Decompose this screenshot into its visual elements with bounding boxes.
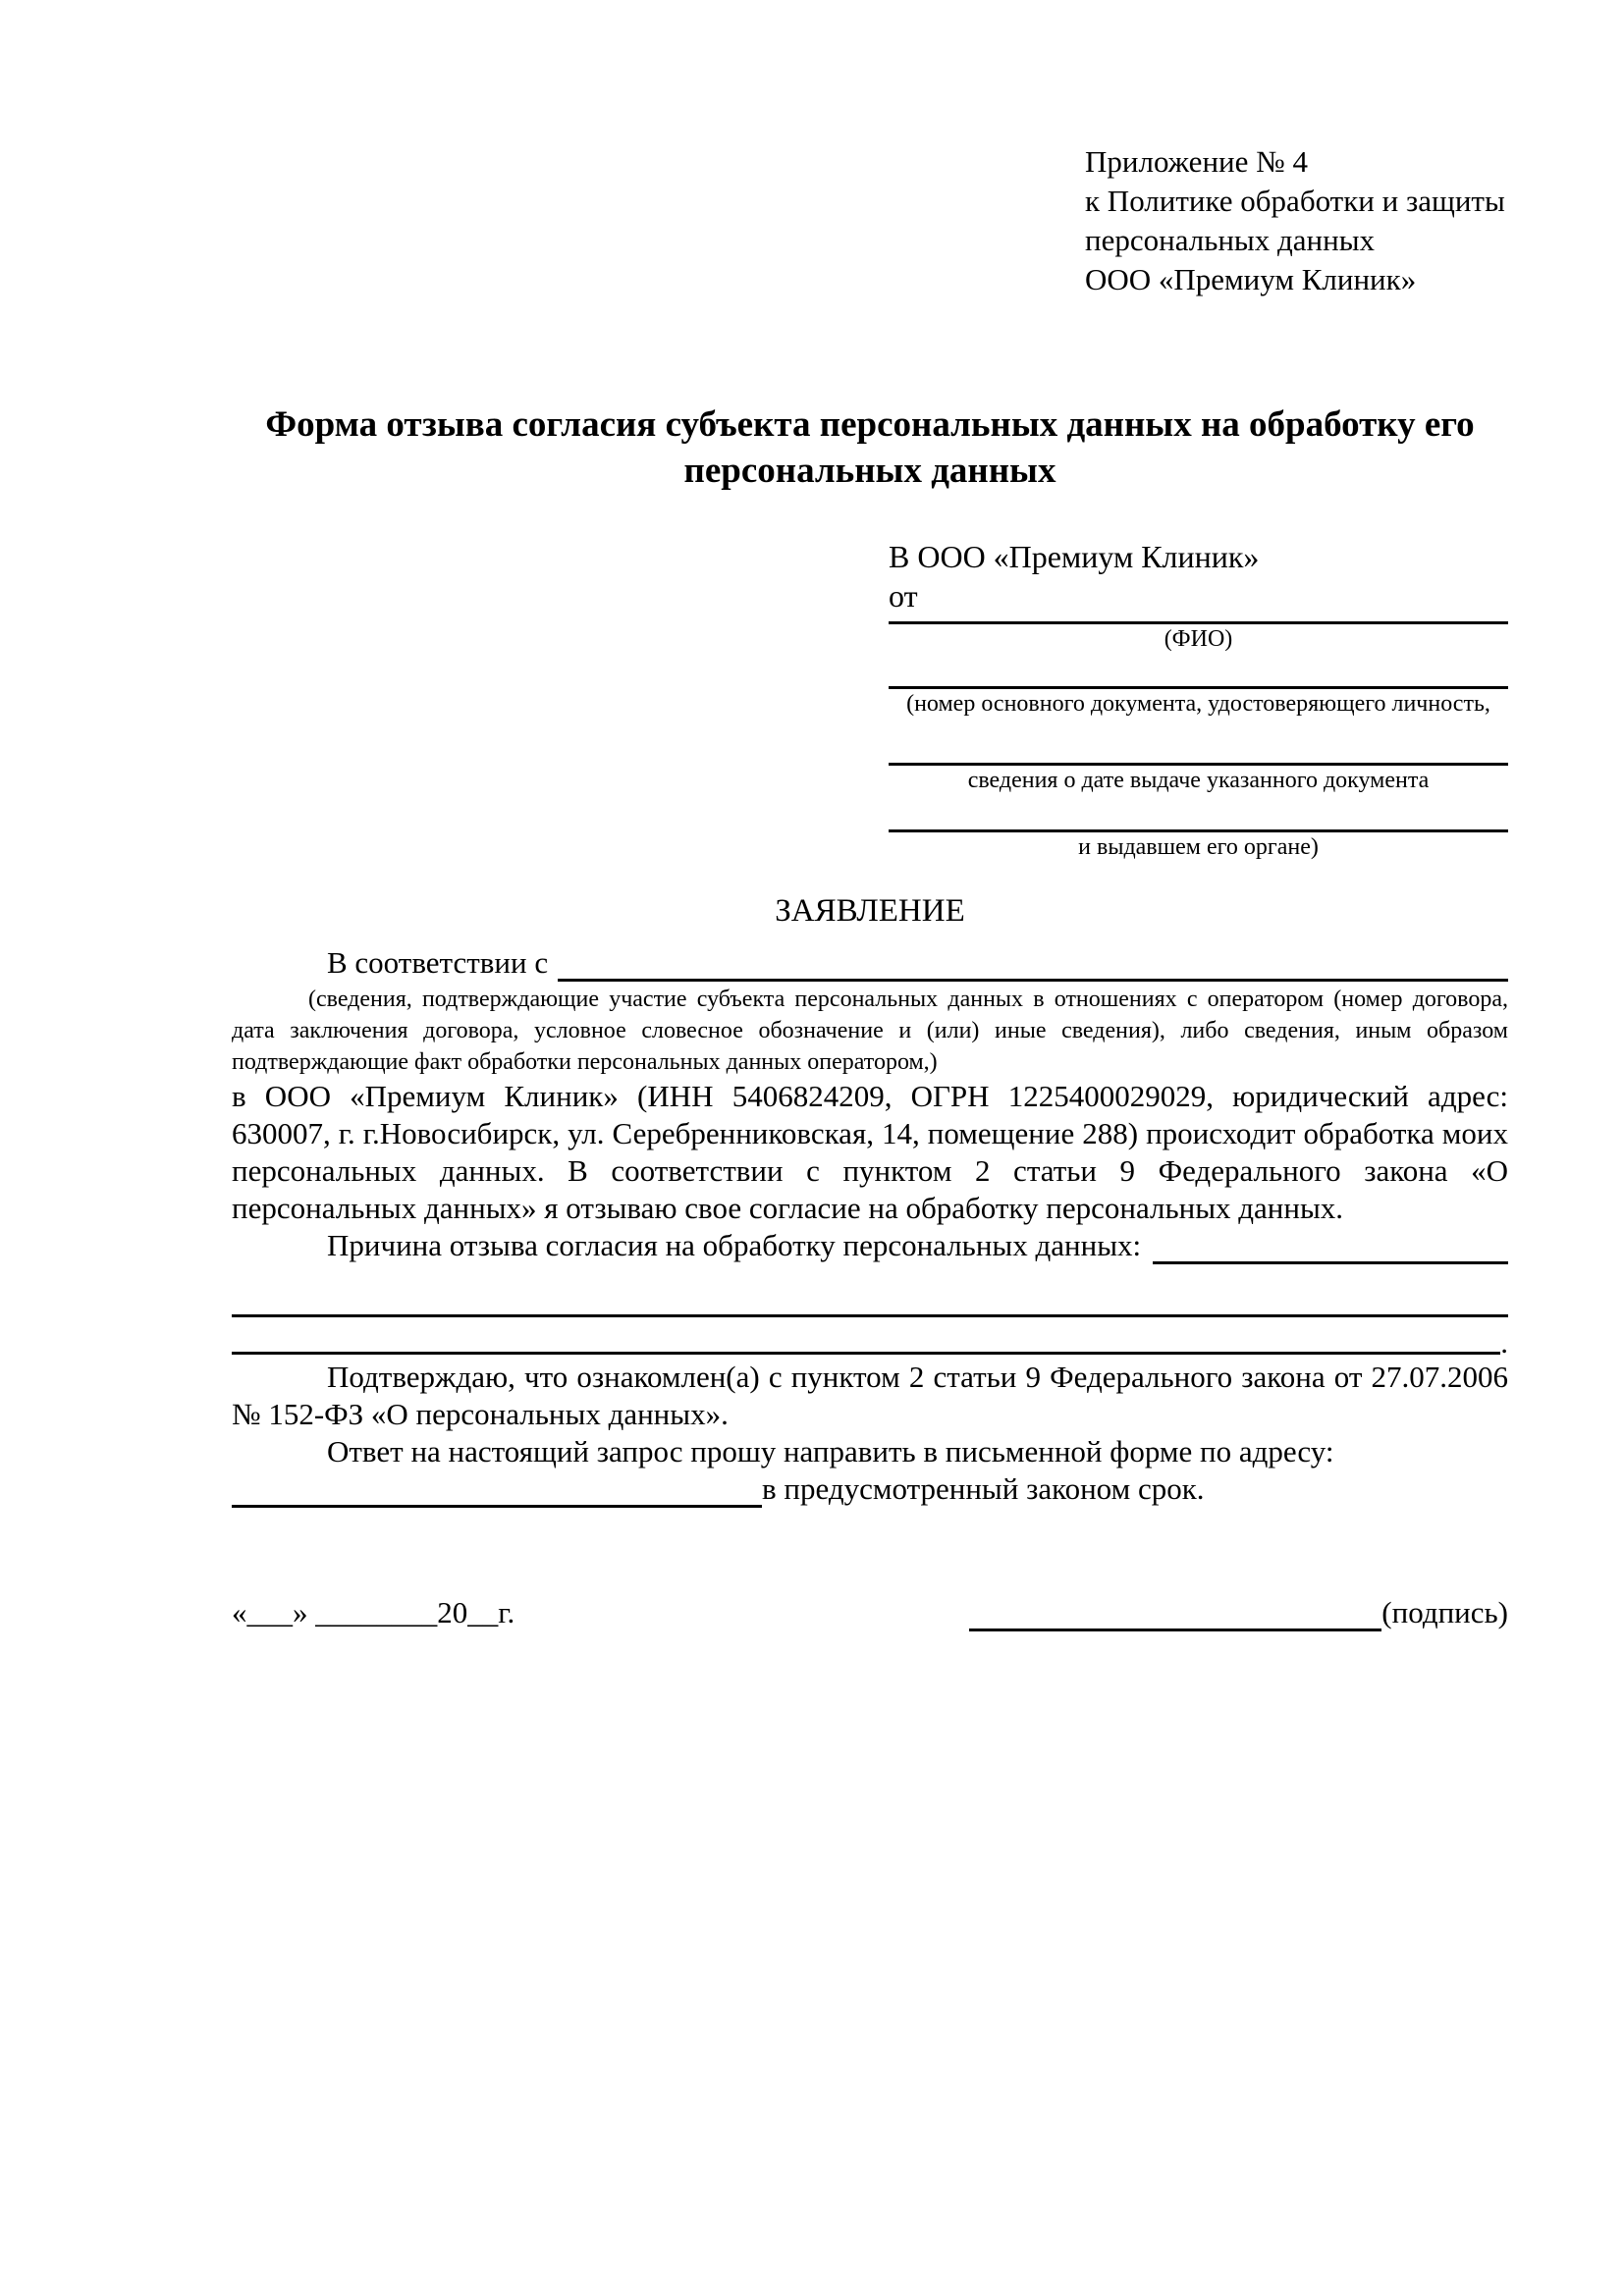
statement-body: в ООО «Премиум Клиник» (ИНН 5406824209, ОГРН 1225400029029, юридический адрес: 630007, г. г.Новосибирск, ул. Серебренниковская, 14, помещение 288) происходит обработка моих персональных данных. В соответствии с пунктом 2 статьи 9 Федерального закона «О персональных данных» я отзываю свое согласие на обработку персональных данных. [232,1079,1508,1225]
reason-lead: Причина отзыва согласия на обработку персональных данных: [327,1228,1142,1262]
document-number-caption: (номер основного документа, удостоверяющего личность, [906,691,1490,717]
reply-paragraph: Ответ на настоящий запрос прошу направить в письменной форме по адресу: [327,1434,1334,1468]
statement-heading: ЗАЯВЛЕНИЕ [775,893,965,929]
fio-caption: (ФИО) [1164,626,1233,652]
document-number-field[interactable] [889,654,1508,689]
footer-row [232,1594,1508,1631]
reply-address-field[interactable] [232,1470,762,1508]
addressee-to: В ООО «Премиум Клиник» [889,539,1260,574]
document-issuer-field[interactable] [889,795,1508,832]
document-issue-date-caption: сведения о дате выдаче указанного документа [967,768,1430,793]
addressee-block [889,537,1508,862]
reason-field-line2[interactable] [232,1282,1508,1317]
signature-group [969,1594,1508,1631]
page-title: Форма отзыва согласия субъекта персональных данных на обработку его персональных данных [265,404,1475,491]
reason-field[interactable] [1153,1227,1508,1264]
reason-terminator: . [1500,1325,1508,1360]
confirmation-paragraph: Подтверждаю, что ознакомлен(а) с пунктом 2 статьи 9 Федерального закона от 27.07.2006 № 152-ФЗ «О персональных данных». [232,1360,1508,1431]
appendix-note-line: ООО «Премиум Клиник» [1085,262,1417,296]
signature-caption: (подпись) [1381,1595,1508,1629]
intro-lead: В соответствии с [327,945,549,980]
document-issuer-caption: и выдавшем его органе) [1078,834,1319,860]
reason-field-line3[interactable] [232,1317,1500,1355]
document-content [232,142,1508,1631]
appendix-note-line: Приложение № 4 [1085,144,1308,179]
addressee-from-label: от [889,578,918,614]
reply-tail: в предусмотренный законом срок. [762,1471,1205,1506]
appendix-note-line: к Политике обработки и защиты [1085,184,1505,218]
reason-extra-row [232,1317,1508,1360]
intro-row [232,944,1508,982]
reply-address-row [232,1470,1508,1508]
appendix-note-line: персональных данных [1085,223,1376,257]
date-fill-line[interactable]: «___» ________20__г. [232,1595,515,1629]
relationship-details-field[interactable] [558,944,1508,982]
signature-field[interactable] [969,1595,1381,1631]
intro-footnote: (сведения, подтверждающие участие субъекта персональных данных в отношениях с оператором (номер договора, дата заключения договора, условное словесное обозначение и (или) иные сведения), либо сведения, иным образом подтверждающие факт обработки персональных данных оператором,) [232,987,1508,1075]
document-issue-date-field[interactable] [889,719,1508,766]
fio-field[interactable] [889,615,1508,624]
appendix-note [1085,142,1508,299]
reason-extra-row [232,1282,1508,1317]
reason-row [232,1227,1508,1264]
